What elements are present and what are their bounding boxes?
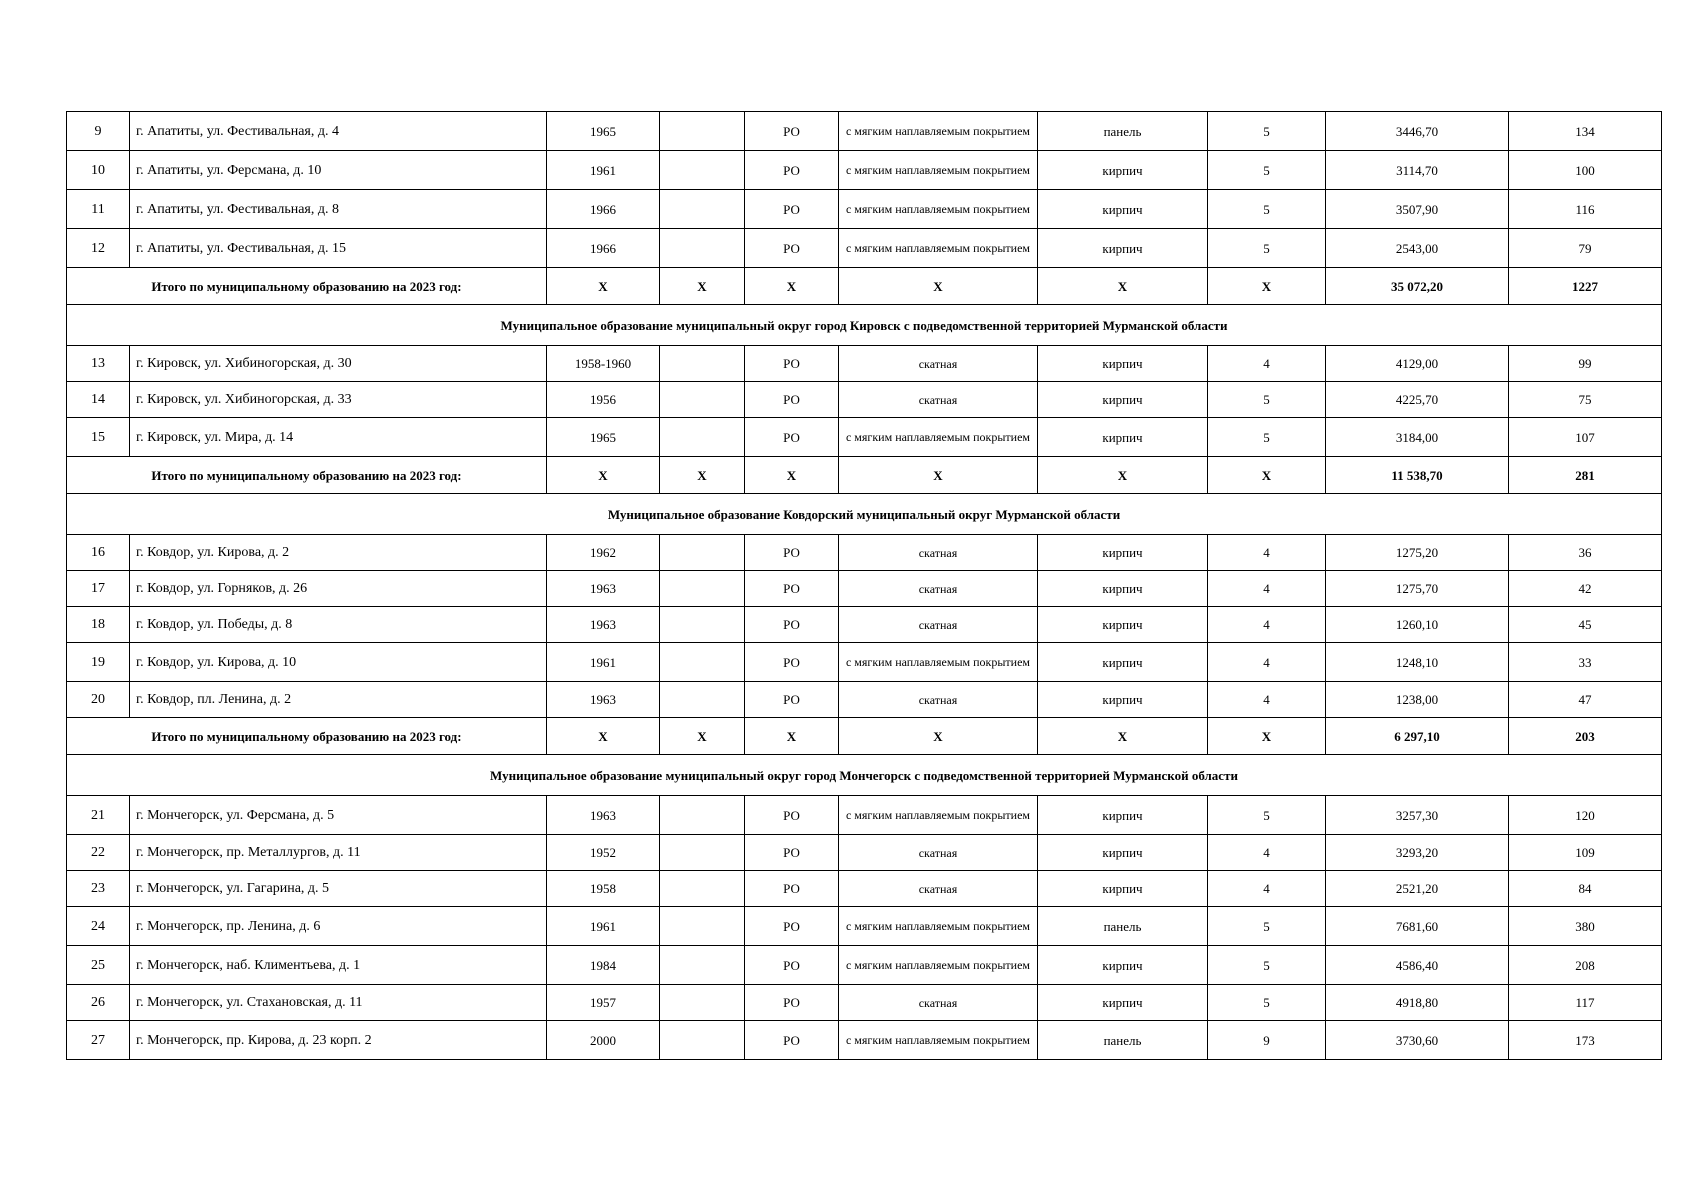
extra-cell: [660, 571, 745, 607]
row-number: 9: [67, 112, 130, 151]
area-cell: 2521,20: [1326, 871, 1509, 907]
address-cell: г. Апатиты, ул. Фестивальная, д. 8: [130, 190, 547, 229]
table-row: [67, 907, 1662, 946]
wall-material-cell: кирпич: [1038, 871, 1208, 907]
row-number: 12: [67, 229, 130, 268]
row-number: 17: [67, 571, 130, 607]
total-residents: 1227: [1509, 268, 1662, 305]
address-cell: г. Мончегорск, пр. Ленина, д. 6: [130, 907, 547, 946]
area-cell: 1275,20: [1326, 535, 1509, 571]
area-cell: 3446,70: [1326, 112, 1509, 151]
residents-cell: 117: [1509, 985, 1662, 1021]
fund-cell: РО: [745, 682, 839, 718]
area-cell: 3184,00: [1326, 418, 1509, 457]
residents-cell: 36: [1509, 535, 1662, 571]
address-cell: г. Мончегорск, ул. Гагарина, д. 5: [130, 871, 547, 907]
total-x-mark: Х: [745, 268, 839, 305]
total-x-mark: Х: [660, 268, 745, 305]
residents-cell: 134: [1509, 112, 1662, 151]
wall-material-cell: кирпич: [1038, 835, 1208, 871]
table-row: [67, 418, 1662, 457]
area-cell: 2543,00: [1326, 229, 1509, 268]
year-cell: 1963: [547, 796, 660, 835]
section-title: Муниципальное образование муниципальный округ город Кировск с подведомственной территорией Мурманской области: [67, 305, 1662, 346]
extra-cell: [660, 946, 745, 985]
total-x-mark: Х: [839, 268, 1038, 305]
row-number: 20: [67, 682, 130, 718]
row-number: 21: [67, 796, 130, 835]
extra-cell: [660, 607, 745, 643]
wall-material-cell: кирпич: [1038, 535, 1208, 571]
fund-cell: РО: [745, 382, 839, 418]
area-cell: 3730,60: [1326, 1021, 1509, 1060]
roof-type-cell: скатная: [839, 835, 1038, 871]
address-cell: г. Мончегорск, пр. Кирова, д. 23 корп. 2: [130, 1021, 547, 1060]
total-x-mark: Х: [547, 718, 660, 755]
table-row: [67, 871, 1662, 907]
table-row: [67, 151, 1662, 190]
section-title: Муниципальное образование муниципальный округ город Мончегорск с подведомственной территорией Мурманской области: [67, 755, 1662, 796]
fund-cell: РО: [745, 835, 839, 871]
wall-material-cell: кирпич: [1038, 418, 1208, 457]
floors-cell: 5: [1208, 946, 1326, 985]
wall-material-cell: кирпич: [1038, 190, 1208, 229]
year-cell: 1963: [547, 682, 660, 718]
total-x-mark: Х: [1208, 457, 1326, 494]
table-row: [67, 535, 1662, 571]
roof-type-cell: с мягким наплавляемым покрытием: [839, 907, 1038, 946]
residents-cell: 75: [1509, 382, 1662, 418]
total-residents: 203: [1509, 718, 1662, 755]
floors-cell: 4: [1208, 607, 1326, 643]
floors-cell: 4: [1208, 682, 1326, 718]
area-cell: 3114,70: [1326, 151, 1509, 190]
roof-type-cell: с мягким наплавляемым покрытием: [839, 190, 1038, 229]
total-area: 6 297,10: [1326, 718, 1509, 755]
wall-material-cell: кирпич: [1038, 607, 1208, 643]
total-label: Итого по муниципальному образованию на 2023 год:: [67, 718, 547, 755]
area-cell: 3293,20: [1326, 835, 1509, 871]
table-row: [67, 190, 1662, 229]
table-body: [67, 112, 1662, 1060]
row-number: 11: [67, 190, 130, 229]
roof-type-cell: с мягким наплавляемым покрытием: [839, 418, 1038, 457]
section-header-row: [67, 305, 1662, 346]
address-cell: г. Ковдор, ул. Горняков, д. 26: [130, 571, 547, 607]
total-x-mark: Х: [1038, 718, 1208, 755]
row-number: 26: [67, 985, 130, 1021]
table-row: [67, 346, 1662, 382]
roof-type-cell: с мягким наплавляемым покрытием: [839, 151, 1038, 190]
extra-cell: [660, 229, 745, 268]
address-cell: г. Апатиты, ул. Фестивальная, д. 15: [130, 229, 547, 268]
row-number: 19: [67, 643, 130, 682]
floors-cell: 4: [1208, 835, 1326, 871]
residents-cell: 42: [1509, 571, 1662, 607]
extra-cell: [660, 418, 745, 457]
area-cell: 1238,00: [1326, 682, 1509, 718]
roof-type-cell: с мягким наплавляемым покрытием: [839, 796, 1038, 835]
total-area: 35 072,20: [1326, 268, 1509, 305]
area-cell: 4225,70: [1326, 382, 1509, 418]
area-cell: 4918,80: [1326, 985, 1509, 1021]
table-row: [67, 835, 1662, 871]
wall-material-cell: кирпич: [1038, 682, 1208, 718]
residents-cell: 208: [1509, 946, 1662, 985]
residents-cell: 79: [1509, 229, 1662, 268]
year-cell: 1966: [547, 190, 660, 229]
area-cell: 1275,70: [1326, 571, 1509, 607]
residents-cell: 100: [1509, 151, 1662, 190]
roof-type-cell: скатная: [839, 535, 1038, 571]
extra-cell: [660, 112, 745, 151]
floors-cell: 5: [1208, 418, 1326, 457]
residents-cell: 120: [1509, 796, 1662, 835]
wall-material-cell: кирпич: [1038, 571, 1208, 607]
year-cell: 1963: [547, 571, 660, 607]
fund-cell: РО: [745, 190, 839, 229]
extra-cell: [660, 1021, 745, 1060]
total-x-mark: Х: [745, 457, 839, 494]
area-cell: 7681,60: [1326, 907, 1509, 946]
fund-cell: РО: [745, 1021, 839, 1060]
address-cell: г. Апатиты, ул. Ферсмана, д. 10: [130, 151, 547, 190]
address-cell: г. Ковдор, ул. Кирова, д. 2: [130, 535, 547, 571]
section-header-row: [67, 494, 1662, 535]
fund-cell: РО: [745, 535, 839, 571]
address-cell: г. Ковдор, пл. Ленина, д. 2: [130, 682, 547, 718]
fund-cell: РО: [745, 346, 839, 382]
row-number: 15: [67, 418, 130, 457]
residents-cell: 99: [1509, 346, 1662, 382]
total-x-mark: Х: [745, 718, 839, 755]
extra-cell: [660, 643, 745, 682]
residents-cell: 109: [1509, 835, 1662, 871]
extra-cell: [660, 835, 745, 871]
extra-cell: [660, 535, 745, 571]
extra-cell: [660, 346, 745, 382]
year-cell: 2000: [547, 1021, 660, 1060]
year-cell: 1957: [547, 985, 660, 1021]
row-number: 14: [67, 382, 130, 418]
residents-cell: 33: [1509, 643, 1662, 682]
fund-cell: РО: [745, 607, 839, 643]
row-number: 10: [67, 151, 130, 190]
total-residents: 281: [1509, 457, 1662, 494]
floors-cell: 5: [1208, 382, 1326, 418]
row-number: 22: [67, 835, 130, 871]
total-label: Итого по муниципальному образованию на 2023 год:: [67, 268, 547, 305]
total-row: [67, 718, 1662, 755]
wall-material-cell: кирпич: [1038, 946, 1208, 985]
roof-type-cell: с мягким наплавляемым покрытием: [839, 112, 1038, 151]
fund-cell: РО: [745, 796, 839, 835]
year-cell: 1966: [547, 229, 660, 268]
fund-cell: РО: [745, 985, 839, 1021]
wall-material-cell: панель: [1038, 112, 1208, 151]
total-row: [67, 457, 1662, 494]
year-cell: 1961: [547, 151, 660, 190]
residents-cell: 45: [1509, 607, 1662, 643]
year-cell: 1965: [547, 418, 660, 457]
fund-cell: РО: [745, 229, 839, 268]
floors-cell: 4: [1208, 535, 1326, 571]
floors-cell: 5: [1208, 151, 1326, 190]
fund-cell: РО: [745, 418, 839, 457]
residents-cell: 173: [1509, 1021, 1662, 1060]
wall-material-cell: кирпич: [1038, 643, 1208, 682]
fund-cell: РО: [745, 571, 839, 607]
total-x-mark: Х: [1208, 268, 1326, 305]
residents-cell: 380: [1509, 907, 1662, 946]
wall-material-cell: кирпич: [1038, 382, 1208, 418]
section-header-row: [67, 755, 1662, 796]
total-x-mark: Х: [839, 718, 1038, 755]
fund-cell: РО: [745, 946, 839, 985]
roof-type-cell: скатная: [839, 382, 1038, 418]
extra-cell: [660, 190, 745, 229]
address-cell: г. Мончегорск, пр. Металлургов, д. 11: [130, 835, 547, 871]
row-number: 16: [67, 535, 130, 571]
extra-cell: [660, 682, 745, 718]
extra-cell: [660, 871, 745, 907]
table-row: [67, 607, 1662, 643]
floors-cell: 9: [1208, 1021, 1326, 1060]
area-cell: 1248,10: [1326, 643, 1509, 682]
section-title: Муниципальное образование Ковдорский муниципальный округ Мурманской области: [67, 494, 1662, 535]
total-x-mark: Х: [660, 457, 745, 494]
total-x-mark: Х: [839, 457, 1038, 494]
table-row: [67, 382, 1662, 418]
residents-cell: 84: [1509, 871, 1662, 907]
extra-cell: [660, 151, 745, 190]
wall-material-cell: кирпич: [1038, 346, 1208, 382]
wall-material-cell: кирпич: [1038, 229, 1208, 268]
extra-cell: [660, 907, 745, 946]
roof-type-cell: скатная: [839, 871, 1038, 907]
table-row: [67, 796, 1662, 835]
fund-cell: РО: [745, 907, 839, 946]
total-row: [67, 268, 1662, 305]
roof-type-cell: с мягким наплавляемым покрытием: [839, 643, 1038, 682]
address-cell: г. Мончегорск, ул. Ферсмана, д. 5: [130, 796, 547, 835]
table-row: [67, 112, 1662, 151]
year-cell: 1963: [547, 607, 660, 643]
year-cell: 1958: [547, 871, 660, 907]
floors-cell: 4: [1208, 571, 1326, 607]
area-cell: 1260,10: [1326, 607, 1509, 643]
year-cell: 1962: [547, 535, 660, 571]
total-x-mark: Х: [660, 718, 745, 755]
table-row: [67, 1021, 1662, 1060]
total-x-mark: Х: [1208, 718, 1326, 755]
roof-type-cell: с мягким наплавляемым покрытием: [839, 1021, 1038, 1060]
address-cell: г. Мончегорск, ул. Стахановская, д. 11: [130, 985, 547, 1021]
wall-material-cell: кирпич: [1038, 985, 1208, 1021]
roof-type-cell: скатная: [839, 346, 1038, 382]
wall-material-cell: панель: [1038, 1021, 1208, 1060]
housing-table: [66, 111, 1662, 1060]
table-row: [67, 946, 1662, 985]
year-cell: 1961: [547, 643, 660, 682]
floors-cell: 5: [1208, 985, 1326, 1021]
fund-cell: РО: [745, 112, 839, 151]
address-cell: г. Кировск, ул. Хибиногорская, д. 30: [130, 346, 547, 382]
floors-cell: 5: [1208, 229, 1326, 268]
total-x-mark: Х: [1038, 457, 1208, 494]
extra-cell: [660, 796, 745, 835]
area-cell: 4586,40: [1326, 946, 1509, 985]
roof-type-cell: скатная: [839, 985, 1038, 1021]
wall-material-cell: кирпич: [1038, 151, 1208, 190]
year-cell: 1952: [547, 835, 660, 871]
residents-cell: 107: [1509, 418, 1662, 457]
address-cell: г. Мончегорск, наб. Климентьева, д. 1: [130, 946, 547, 985]
table-row: [67, 985, 1662, 1021]
year-cell: 1958-1960: [547, 346, 660, 382]
fund-cell: РО: [745, 151, 839, 190]
row-number: 13: [67, 346, 130, 382]
table-row: [67, 571, 1662, 607]
address-cell: г. Ковдор, ул. Победы, д. 8: [130, 607, 547, 643]
roof-type-cell: скатная: [839, 571, 1038, 607]
residents-cell: 116: [1509, 190, 1662, 229]
total-x-mark: Х: [1038, 268, 1208, 305]
floors-cell: 4: [1208, 643, 1326, 682]
table-row: [67, 643, 1662, 682]
floors-cell: 5: [1208, 907, 1326, 946]
total-label: Итого по муниципальному образованию на 2023 год:: [67, 457, 547, 494]
total-x-mark: Х: [547, 268, 660, 305]
address-cell: г. Кировск, ул. Мира, д. 14: [130, 418, 547, 457]
address-cell: г. Ковдор, ул. Кирова, д. 10: [130, 643, 547, 682]
address-cell: г. Апатиты, ул. Фестивальная, д. 4: [130, 112, 547, 151]
year-cell: 1956: [547, 382, 660, 418]
residents-cell: 47: [1509, 682, 1662, 718]
roof-type-cell: с мягким наплавляемым покрытием: [839, 946, 1038, 985]
row-number: 24: [67, 907, 130, 946]
year-cell: 1961: [547, 907, 660, 946]
roof-type-cell: скатная: [839, 682, 1038, 718]
table-row: [67, 682, 1662, 718]
extra-cell: [660, 985, 745, 1021]
row-number: 18: [67, 607, 130, 643]
total-area: 11 538,70: [1326, 457, 1509, 494]
floors-cell: 5: [1208, 112, 1326, 151]
wall-material-cell: панель: [1038, 907, 1208, 946]
year-cell: 1984: [547, 946, 660, 985]
year-cell: 1965: [547, 112, 660, 151]
floors-cell: 5: [1208, 190, 1326, 229]
address-cell: г. Кировск, ул. Хибиногорская, д. 33: [130, 382, 547, 418]
area-cell: 3257,30: [1326, 796, 1509, 835]
floors-cell: 5: [1208, 796, 1326, 835]
row-number: 25: [67, 946, 130, 985]
row-number: 23: [67, 871, 130, 907]
table-row: [67, 229, 1662, 268]
floors-cell: 4: [1208, 346, 1326, 382]
area-cell: 4129,00: [1326, 346, 1509, 382]
roof-type-cell: с мягким наплавляемым покрытием: [839, 229, 1038, 268]
floors-cell: 4: [1208, 871, 1326, 907]
row-number: 27: [67, 1021, 130, 1060]
fund-cell: РО: [745, 871, 839, 907]
extra-cell: [660, 382, 745, 418]
total-x-mark: Х: [547, 457, 660, 494]
fund-cell: РО: [745, 643, 839, 682]
wall-material-cell: кирпич: [1038, 796, 1208, 835]
roof-type-cell: скатная: [839, 607, 1038, 643]
area-cell: 3507,90: [1326, 190, 1509, 229]
